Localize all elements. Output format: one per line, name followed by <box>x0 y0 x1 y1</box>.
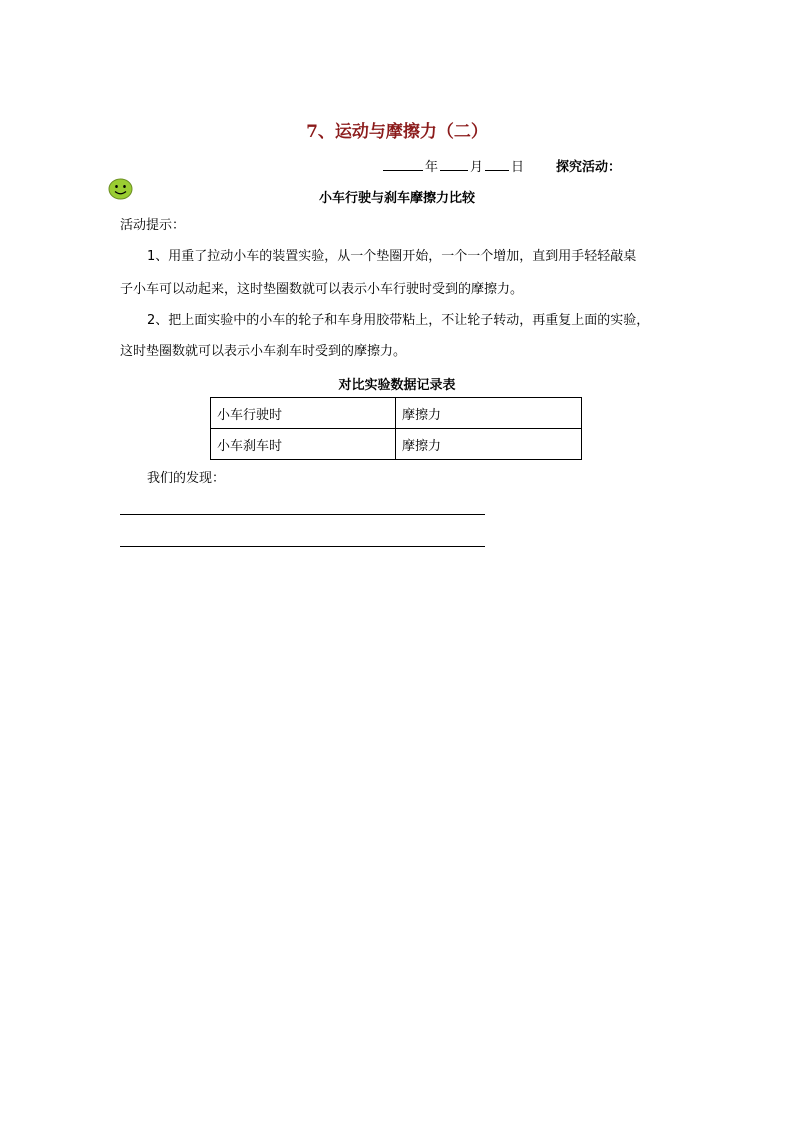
step-2-line-1: 2、把上面实验中的小车的轮子和车身用胶带粘上，不让轮子转动，再重复上面的实验， <box>147 313 650 328</box>
table-cell-driving: 小车行驶时 <box>211 398 396 429</box>
activity-subtitle: 小车行驶与刹车摩擦力比较 <box>318 191 475 206</box>
data-record-table <box>210 397 582 460</box>
findings-label: 我们的发现： <box>147 471 226 486</box>
year-label: 年 <box>425 160 439 175</box>
date-line <box>383 156 621 175</box>
table-row <box>211 429 582 460</box>
month-label: 月 <box>470 160 484 175</box>
table-cell-friction-braking[interactable]: 摩擦力 <box>396 429 582 460</box>
activity-label: 探究活动： <box>556 160 622 175</box>
step-1-line-1: 1、用重了拉动小车的装置实验，从一个垫圈开始，一个一个增加，直到用手轻轻敲桌 <box>147 249 637 264</box>
day-blank[interactable] <box>485 157 509 171</box>
table-row <box>211 398 582 429</box>
day-label: 日 <box>511 160 525 175</box>
table-title: 对比实验数据记录表 <box>338 378 456 393</box>
step-2-line-2: 这时垫圈数就可以表示小车刹车时受到的摩擦力。 <box>120 344 407 359</box>
table-cell-braking: 小车刹车时 <box>211 429 396 460</box>
hint-label: 活动提示： <box>120 218 186 233</box>
answer-line-2[interactable] <box>120 546 485 547</box>
year-blank[interactable] <box>383 157 423 171</box>
step-1-line-2: 子小车可以动起来，这时垫圈数就可以表示小车行驶时受到的摩擦力。 <box>120 282 524 297</box>
document-title: 7、运动与摩擦力（二） <box>306 122 488 142</box>
table-cell-friction-driving[interactable]: 摩擦力 <box>396 398 582 429</box>
month-blank[interactable] <box>440 157 468 171</box>
answer-line-1[interactable] <box>120 514 485 515</box>
